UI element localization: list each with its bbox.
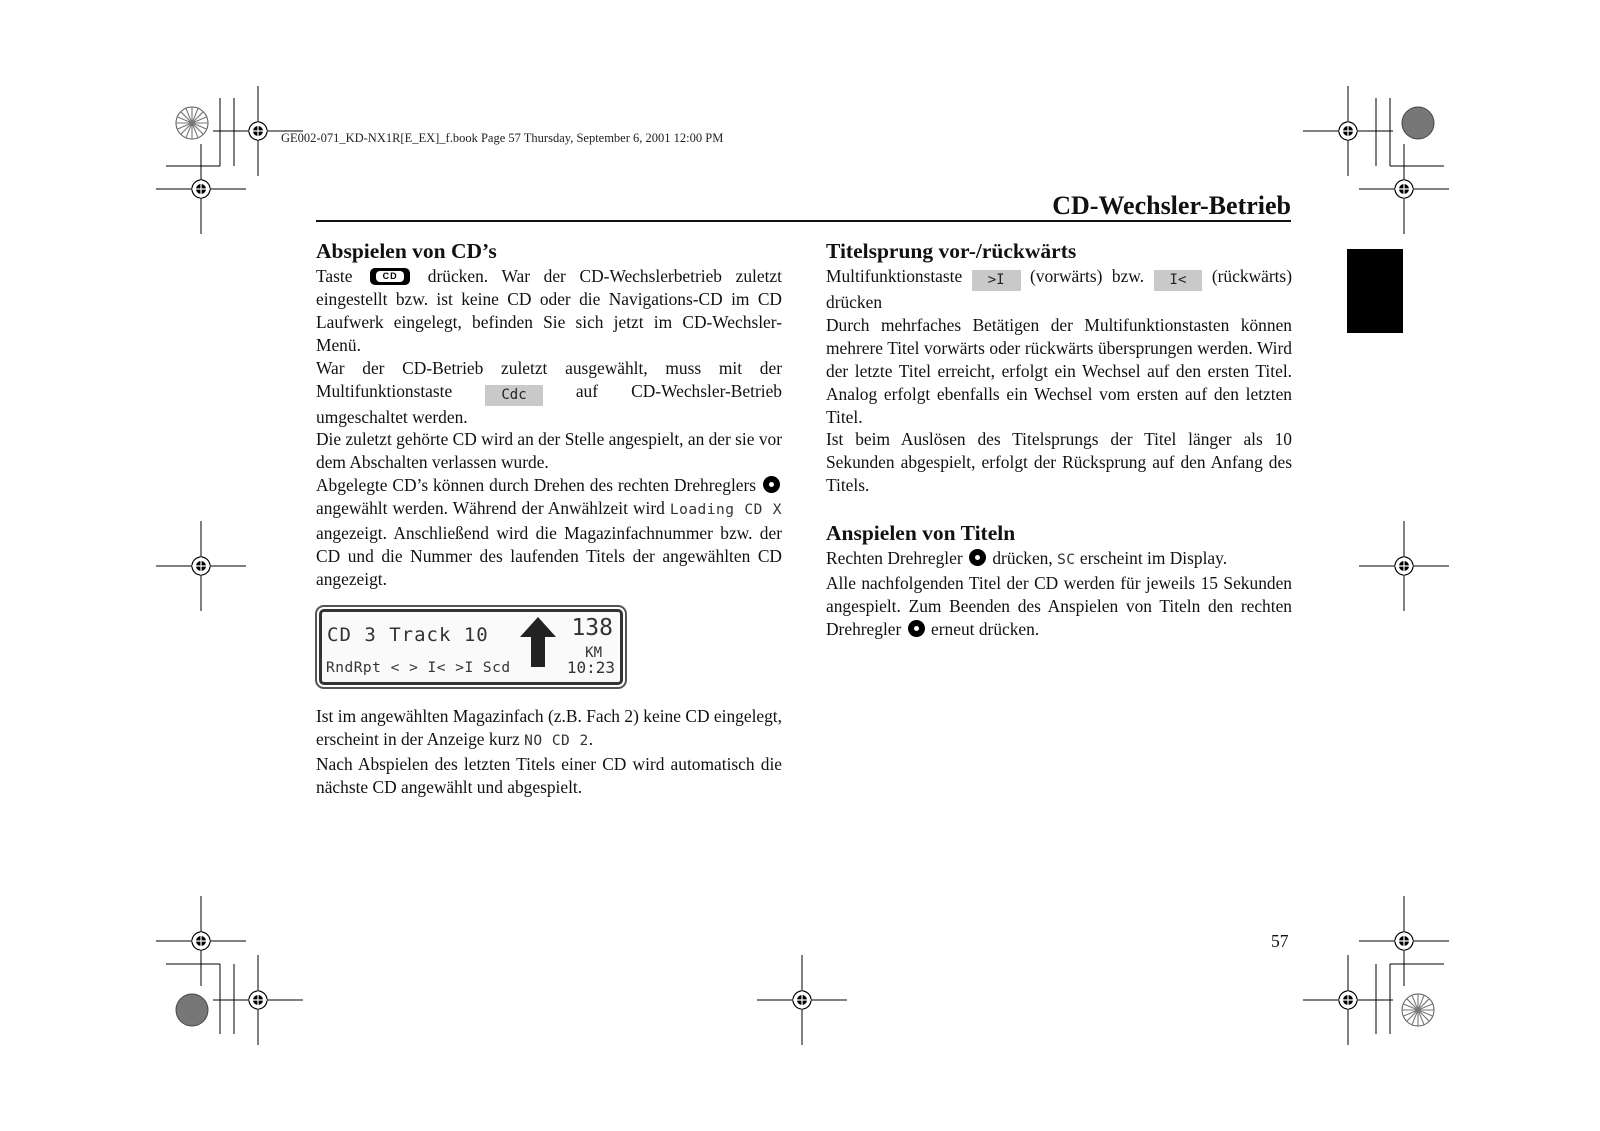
paragraph-cd-betrieb (316, 357, 782, 429)
text: drücken, (992, 548, 1053, 569)
text: Taste (316, 266, 353, 286)
display-line-2: RndRpt < > I< >I Scd (326, 659, 511, 676)
text: erscheint im Display. (1079, 548, 1228, 569)
text: auf CD-Wechsler-Betrieb umgeschaltet werden. (316, 380, 782, 427)
text: angezeigt. Anschließend wird die Magazinfachnummer bzw. der CD und die Nummer des laufenden Titels der angewählten CD angezeigt. (316, 523, 782, 589)
navigation-arrow-icon (520, 617, 556, 667)
lcd-display-illustration (319, 609, 623, 685)
page-number: 57 (1271, 931, 1289, 951)
title-rule (316, 220, 1291, 222)
text: Alle nachfolgenden Titel der CD werden für jeweils 15 Sekunden angespielt. Zum Beenden des Anspielen von Titeln den rechten Drehregler (826, 573, 1292, 639)
section-heading-titelsprung: Titelsprung vor-/rückwärts (826, 239, 1077, 263)
paragraph-mehrfaches: Durch mehrfaches Betätigen der Multifunktionstasten können mehrere Titel vorwärts oder rückwärts übersprungen werden. Wird der letzte Titel erreicht, erfolgt ein Wechsel auf den ersten Titel. Analog erfolgt ebenfalls ein Wechsel vom ersten auf den letzten Titel. (826, 314, 1292, 427)
cd-button-icon (370, 268, 410, 285)
rotary-knob-icon (908, 620, 925, 637)
skip-back-softkey: I< (1154, 270, 1203, 291)
text: . (588, 728, 594, 749)
text: (vorwärts) bzw. (1030, 266, 1145, 286)
paragraph-rechten-drehregler (826, 547, 1292, 572)
text: Rechten Drehregler (826, 548, 963, 569)
paragraph-resume: Die zuletzt gehörte CD wird an der Stelle angespielt, an der sie vor dem Abschalten verlassen wurde. (316, 429, 783, 473)
skip-forward-softkey: >I (972, 270, 1021, 291)
text: angewählt werden. Während der Anwählzeit wird (316, 498, 665, 519)
section-heading-anspielen: Anspielen von Titeln (826, 521, 1016, 546)
paragraph-auto-next: Nach Abspielen des letzten Titels einer CD wird automatisch die nächste CD angewählt und abgespielt. (316, 753, 782, 797)
text: (rückwärts) drücken (826, 266, 1292, 312)
paragraph-ruecksprung: Ist beim Auslösen des Titelsprungs der Titel länger als 10 Sekunden abgespielt, erfolgt der Rücksprung auf den Anfang des Titels. (826, 429, 1292, 496)
page-title: CD-Wechsler-Betrieb (1052, 191, 1291, 220)
rotary-knob-icon (969, 549, 986, 566)
file-info-line: GE002-071_KD-NX1R[E_EX]_f.book Page 57 Thursday, September 6, 2001 12:00 PM (281, 131, 724, 145)
sc-display-text: SC (1057, 552, 1076, 569)
display-distance-unit: KM (585, 644, 602, 661)
cdc-softkey: Cdc (485, 385, 542, 406)
text: Abgelegte CD’s können durch Drehen des rechten Drehreglers (316, 475, 757, 496)
loading-display-text: Loading CD X (669, 502, 782, 519)
display-distance-value: 138 (571, 614, 613, 641)
cd-button-label: CD (376, 271, 404, 282)
text: Ist im angewählten Magazinfach (z.B. Fach 2) keine CD eingelegt, erscheint in der Anzeige kurz (316, 705, 782, 749)
right-column (826, 237, 1292, 641)
chapter-tab-marker (1347, 249, 1403, 333)
paragraph-alle-titel (826, 572, 1292, 641)
section-heading-abspielen: Abspielen von CD’s (316, 239, 497, 263)
display-clock: 10:23 (566, 657, 615, 677)
no-cd-display-text: NO CD 2 (524, 732, 589, 749)
rotary-knob-icon (763, 476, 780, 493)
text: erneut drücken. (931, 618, 1040, 639)
paragraph-multifunktionstaste (826, 265, 1292, 314)
text: drücken. War der CD-Wechslerbetrieb zuletzt eingestellt bzw. ist keine CD oder die Navigations-CD im CD Laufwerk eingelegt, befinden Sie sich jetzt im CD-Wechsler-Menü. (316, 266, 782, 355)
left-column (316, 237, 782, 798)
display-line-1: CD 3 Track 10 (327, 623, 489, 646)
text: War der CD-Betrieb zuletzt ausgewählt, muss mit der Multifunktionstaste (316, 357, 782, 401)
paragraph-no-cd (316, 705, 782, 753)
paragraph-abgelegte (316, 474, 782, 591)
text: Multifunktionstaste (826, 266, 963, 286)
paragraph-taste (316, 265, 782, 357)
